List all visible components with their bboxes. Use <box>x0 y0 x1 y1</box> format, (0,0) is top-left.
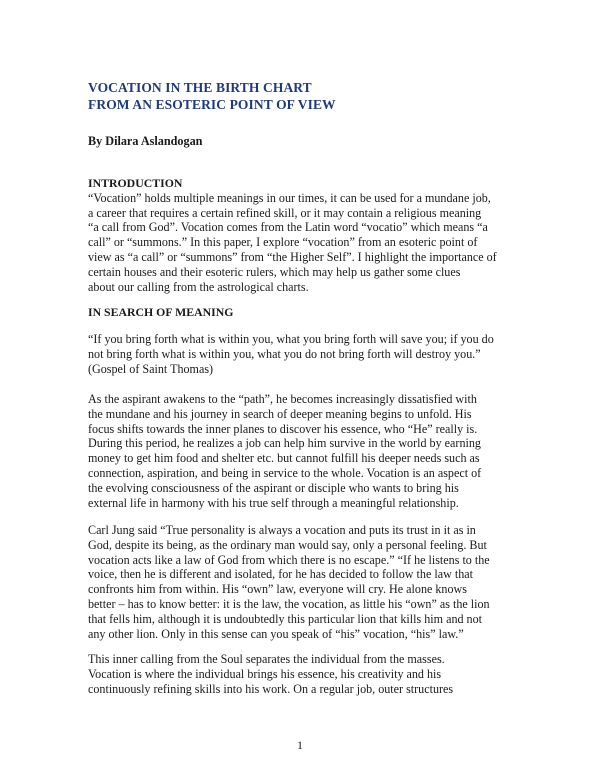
title-line: FROM AN ESOTERIC POINT OF VIEW <box>88 97 336 112</box>
quote-block <box>88 332 528 376</box>
title-line: VOCATION IN THE BIRTH CHART <box>88 80 312 95</box>
text-line: focus shifts towards the inner planes to discover his essence, who “He” really is. <box>88 421 478 436</box>
text-line: call” or “summons.” In this paper, I explore “vocation” from an esoteric point of <box>88 235 478 250</box>
paragraph-aspirant <box>88 392 528 510</box>
text-line: view as “a call” or “summons” from “the Higher Self”. I highlight the importance of <box>88 249 497 264</box>
text-line: that fells him, although it is undoubtedly this particular lion that kills him and not <box>88 611 483 626</box>
search-section-heading-block <box>88 305 528 320</box>
author-byline: By Dilara Aslandogan <box>88 134 203 148</box>
text-line: continuously refining skills into his work. On a regular job, outer structures <box>88 681 454 696</box>
document-title <box>88 79 336 113</box>
text-line: “Vocation” holds multiple meanings in our times, it can be used for a mundane job, <box>88 190 491 205</box>
page-number: 1 <box>297 738 303 752</box>
text-line: As the aspirant awakens to the “path”, he becomes increasingly dissatisfied with <box>88 392 477 406</box>
text-line: the evolving consciousness of the aspirant or disciple who wants to bring his <box>88 480 459 495</box>
section-heading-introduction: INTRODUCTION <box>88 176 183 190</box>
text-line: This inner calling from the Soul separates the individual from the masses. <box>88 652 445 666</box>
quote-line: not bring forth what is within you, what you do not bring forth will destroy you.” <box>88 346 481 361</box>
text-line: Vocation is where the individual brings his essence, his creativity and his <box>88 666 442 681</box>
text-line: “a call from God”. Vocation comes from the Latin word “vocatio” which means “a <box>88 220 488 235</box>
text-line: voice, then he is different and isolated, for he has decided to follow the law that <box>88 567 473 582</box>
text-line: a career that requires a certain refined skill, or it may contain a religious meaning <box>88 205 482 220</box>
text-line: the mundane and his journey in search of deeper meaning begins to unfold. His <box>88 406 472 421</box>
text-line: God, despite its being, as the ordinary man would say, only a personal feeling. But <box>88 537 487 552</box>
paragraph-carl-jung <box>88 523 528 641</box>
introduction-section <box>88 176 528 294</box>
section-heading-search-of-meaning: IN SEARCH OF MEANING <box>88 305 234 319</box>
text-line: Carl Jung said “True personality is always a vocation and puts its trust in it as in <box>88 523 476 537</box>
text-line: money to get him food and shelter etc. but cannot fulfill his deeper needs such as <box>88 451 480 466</box>
text-line: connection, aspiration, and being in service to the whole. Vocation is an aspect of <box>88 465 482 480</box>
text-line: external life in harmony with his true self through a meaningful relationship. <box>88 495 459 510</box>
quote-line: “If you bring forth what is within you, what you bring forth will save you; if you do <box>88 332 494 346</box>
text-line: better – has to know better: it is the law, the vocation, as little his “own” as the lion <box>88 596 490 611</box>
text-line: During this period, he realizes a job can help him survive in the world by earning <box>88 436 481 451</box>
text-line: confronts him from within. His “own” law, everyone will cry. He alone knows <box>88 582 467 597</box>
text-line: any other lion. Only in this sense can you speak of “his” vocation, “his” law.” <box>88 626 464 641</box>
quote-citation: (Gospel of Saint Thomas) <box>88 361 214 376</box>
paragraph-inner-calling <box>88 652 528 696</box>
text-line: about our calling from the astrological charts. <box>88 279 309 294</box>
text-line: vocation acts like a law of God from which there is no escape.” “If he listens to the <box>88 552 490 567</box>
text-line: certain houses and their esoteric rulers, which may help us gather some clues <box>88 264 461 279</box>
